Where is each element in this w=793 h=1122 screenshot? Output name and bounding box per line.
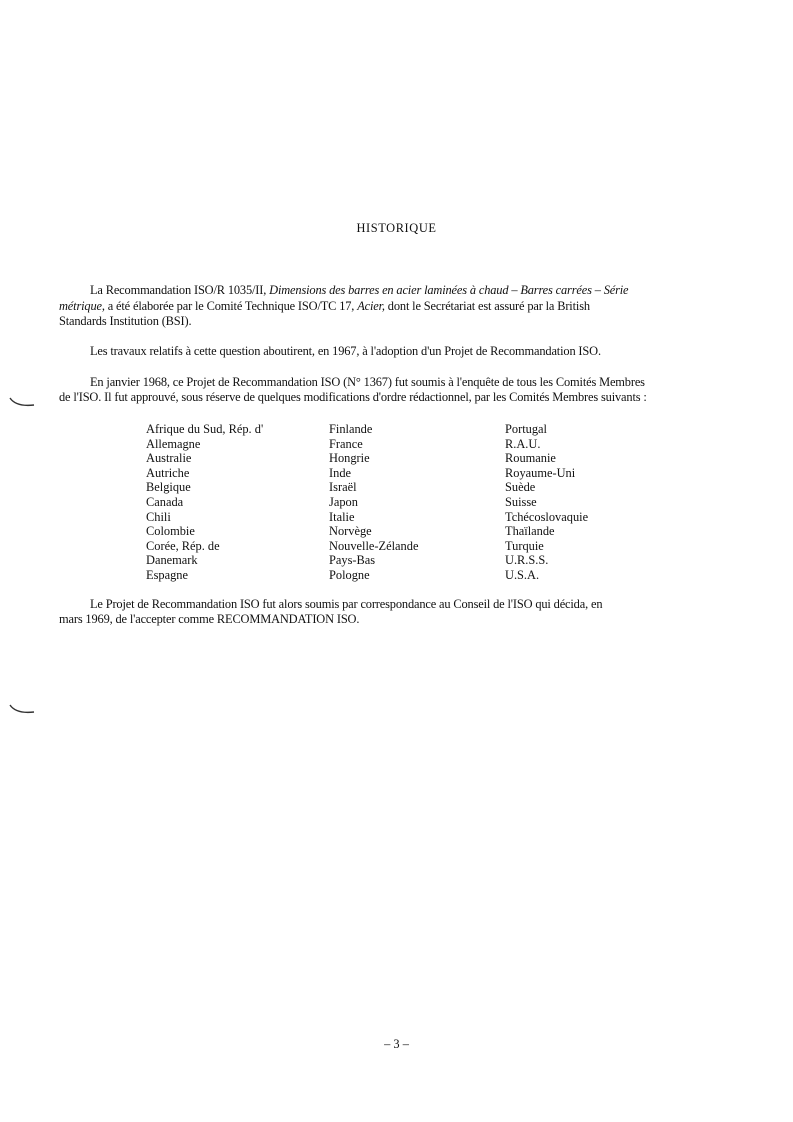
text-italic: Acier, [357,299,385,313]
member-item: Corée, Rép. de [146,538,220,553]
document-title-italic: Dimensions des barres en acier laminées à chaud – Barres carrées – Série [269,283,629,297]
members-column-3 [505,422,588,583]
member-item: Thaïlande [505,524,555,539]
page-title: HISTORIQUE [356,221,437,235]
text: Le Projet de Recommandation ISO fut alors soumis par correspondance au Conseil de l'ISO qui décida, en [90,597,603,611]
member-item: Espagne [146,567,188,582]
member-item: Roumanie [505,451,556,466]
text: La Recommandation ISO/R 1035/II, [90,283,270,297]
member-item: Belgique [146,480,191,495]
member-item: Israël [329,480,357,495]
member-item: Canada [146,494,184,509]
member-item: Pologne [329,567,370,582]
member-item: Chili [146,509,171,524]
member-item: Suède [505,480,536,495]
text: Standards Institution (BSI). [59,314,192,328]
member-item: Inde [329,465,352,480]
margin-mark [8,396,38,410]
member-item: Italie [329,509,355,524]
text: a été élaborée par le Comité Technique ISO/TC 17, [104,299,358,313]
member-item: France [329,436,363,451]
member-item: Royaume-Uni [505,465,576,480]
text: dont le Secrétariat est assuré par la British [384,299,590,313]
member-item: Finlande [329,422,373,436]
member-item: U.R.S.S. [505,553,549,568]
member-item: Suisse [505,494,537,509]
member-item: Portugal [505,422,547,436]
member-item: Colombie [146,524,195,539]
page-number: – 3 – [384,1037,409,1051]
member-item: U.S.A. [505,567,540,582]
members-column-1 [146,422,263,583]
text-italic: métrique, [59,299,105,313]
member-item: Tchécoslovaquie [505,509,589,524]
member-item: Allemagne [146,436,201,451]
text: mars 1969, de l'accepter comme RECOMMANDATION ISO. [59,612,360,626]
member-item: Norvège [329,524,372,539]
member-item: Autriche [146,465,190,480]
members-column-2 [329,422,418,583]
member-item: Hongrie [329,451,370,466]
member-item: Turquie [505,538,544,553]
member-item: Pays-Bas [329,553,376,568]
member-item: R.A.U. [505,436,541,451]
text: de l'ISO. Il fut approuvé, sous réserve de quelques modifications d'ordre rédactionnel, par les Comités Membres suivants : [59,390,647,404]
text: En janvier 1968, ce Projet de Recommandation ISO (N° 1367) fut soumis à l'enquête de tous les Comités Membres [90,375,645,389]
member-item: Nouvelle-Zélande [329,538,419,553]
member-item: Australie [146,451,192,466]
member-item: Afrique du Sud, Rép. d' [146,422,264,436]
member-item: Danemark [146,553,198,568]
paragraph-2: Les travaux relatifs à cette question aboutirent, en 1967, à l'adoption d'un Projet de Recommandation ISO. [90,344,601,358]
margin-mark [8,703,38,717]
member-item: Japon [329,494,358,509]
